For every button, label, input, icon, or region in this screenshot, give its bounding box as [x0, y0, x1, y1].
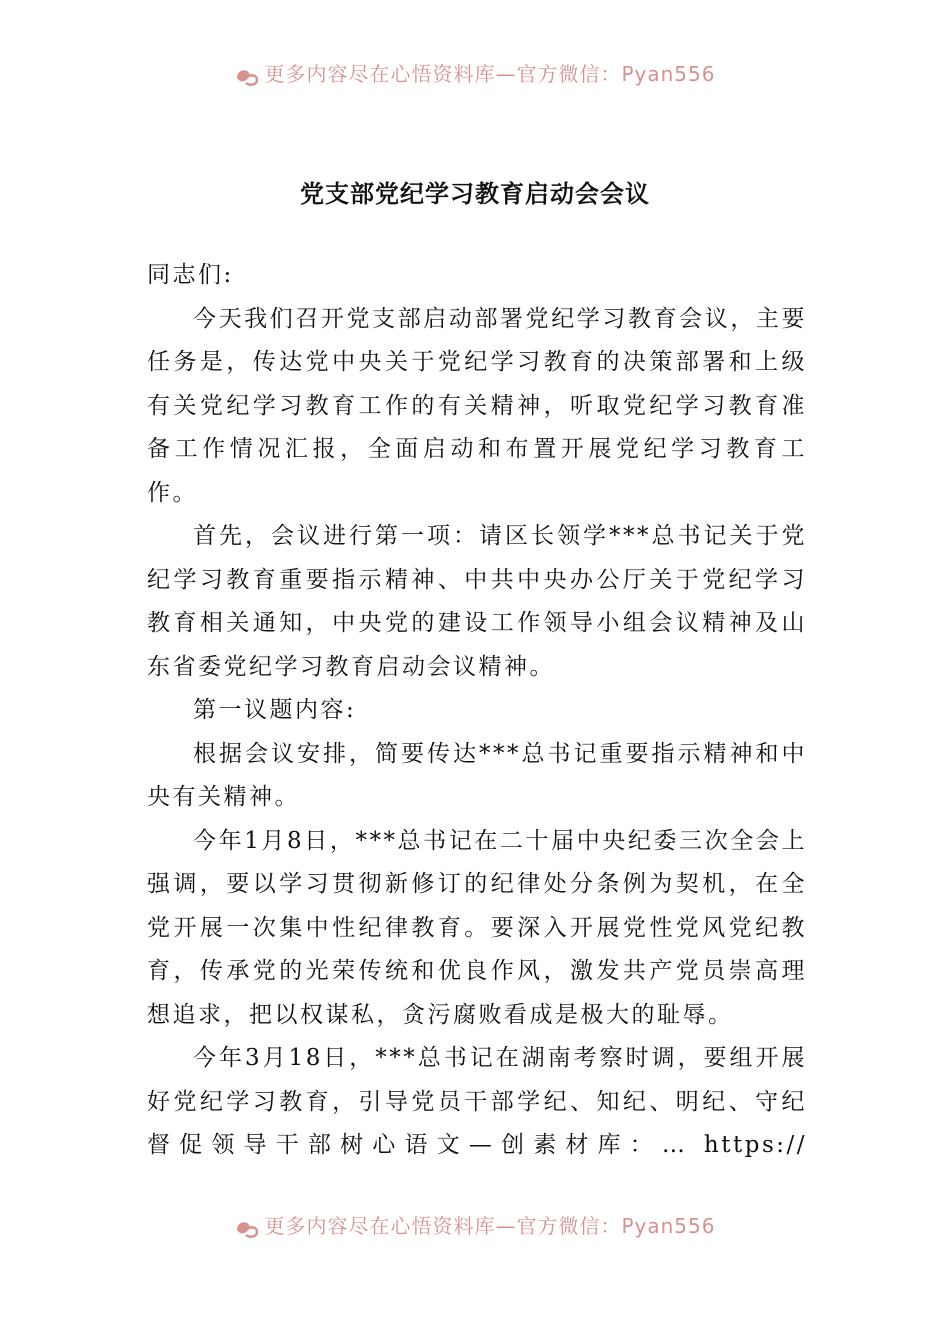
- header-watermark-banner: [0, 58, 950, 87]
- document-title: 党支部党纪学习教育启动会会议: [300, 179, 650, 208]
- paragraph-5: 今年1月8日，***总书记在二十届中央纪委三次全会上强调，要以学习贯彻新修订的纪律处分条例为契机，在全党开展一次集中性纪律教育。要深入开展党性党风党纪教育，传承党的光荣传统和优良作风，激发共产党员崇高理想追求，把以权谋私，贪污腐败看成是极大的耻辱。: [147, 827, 807, 1028]
- brand-logo-icon: [234, 1217, 260, 1239]
- paragraph-6: 今年3月18日，***总书记在湖南考察时调，要组开展好党纪学习教育，引导党员干部学纪、知纪、明纪、守纪督促领导干部树心语文—创素材库：… https://: [147, 1045, 807, 1158]
- paragraph-4: 根据会议安排，简要传达***总书记重要指示精神和中央有关精神。: [147, 740, 807, 810]
- paragraph-1: 今天我们召开党支部启动部署党纪学习教育会议，主要任务是，传达党中央关于党纪学习教育的决策部署和上级有关党纪学习教育工作的有关精神，听取党纪学习教育准备工作情况汇报，全面启动和布置开展党纪学习教育工作。: [147, 305, 807, 506]
- footer-watermark-banner: [0, 1210, 950, 1239]
- brand-logo-icon: [234, 65, 260, 87]
- footer-watermark-text: 更多内容尽在心悟资料库—官方微信：Pyan556: [264, 1214, 716, 1238]
- salutation: 同志们:: [147, 262, 234, 288]
- paragraph-3: 第一议题内容:: [193, 697, 357, 723]
- document-body: [147, 254, 807, 1168]
- paragraph-2: 首先，会议进行第一项：请区长领学***总书记关于党纪学习教育重要指示精神、中共中央办公厅关于党纪学习教育相关通知，中央党的建设工作领导小组会议精神及山东省委党纪学习教育启动会议精神。: [147, 523, 807, 680]
- header-watermark-text: 更多内容尽在心悟资料库—官方微信：Pyan556: [264, 62, 716, 86]
